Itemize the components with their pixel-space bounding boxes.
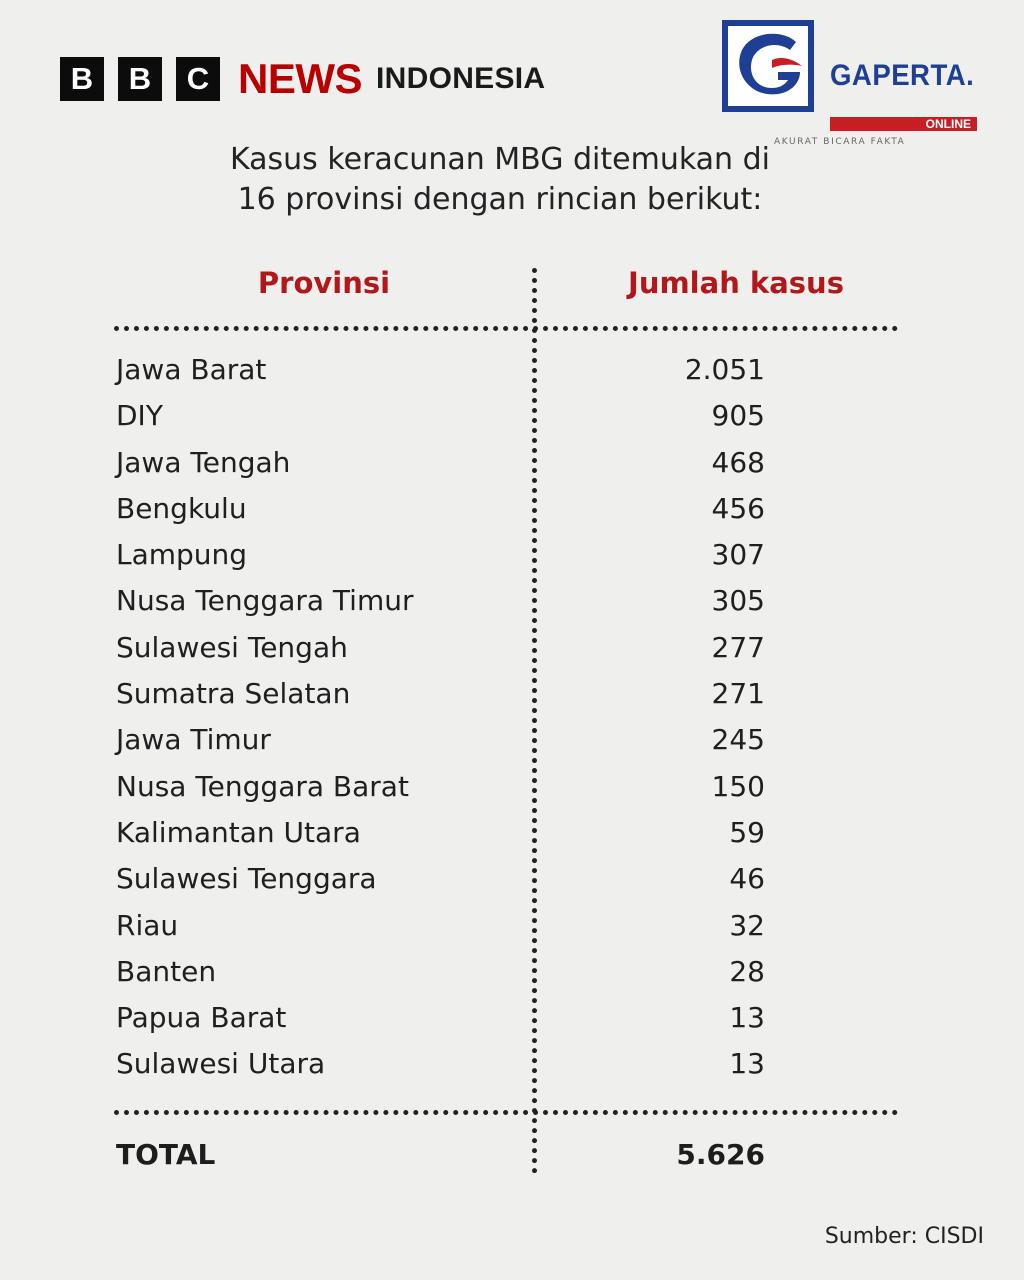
province-name: Sulawesi Utara <box>116 1047 326 1081</box>
total-label: TOTAL <box>116 1138 216 1171</box>
province-name: Papua Barat <box>116 1001 287 1035</box>
province-name: Kalimantan Utara <box>116 815 361 849</box>
province-name: Sumatra Selatan <box>116 677 351 711</box>
table-row <box>0 347 1024 393</box>
table-row <box>0 578 1024 624</box>
case-count: 277 <box>711 630 765 664</box>
province-name: Banten <box>116 954 217 988</box>
source-credit: Sumber: CISDI <box>824 1224 984 1249</box>
province-name: Sulawesi Tenggara <box>116 862 377 896</box>
total-divider <box>114 1110 898 1115</box>
province-name: Jawa Barat <box>116 353 267 386</box>
gaperta-tagline: AKURAT BICARA FAKTA <box>774 137 906 147</box>
province-name: Bengkulu <box>116 491 247 525</box>
province-name: Nusa Tenggara Timur <box>116 584 414 618</box>
bbc-block-1: B <box>60 57 104 101</box>
table-row <box>0 856 1024 902</box>
case-count: 59 <box>729 815 765 849</box>
table-body <box>0 347 1024 1088</box>
case-count: 905 <box>711 399 765 433</box>
province-name: Sulawesi Tengah <box>116 630 348 664</box>
headline <box>150 140 850 220</box>
table-row <box>0 1041 1024 1087</box>
column-header-provinsi: Provinsi <box>257 266 391 300</box>
headline-line-2: 16 provinsi dengan rincian berikut: <box>237 182 763 217</box>
province-name: Lampung <box>116 538 248 572</box>
gaperta-wordmark: GAPERTA. <box>830 59 975 92</box>
table-row <box>0 440 1024 486</box>
case-count: 307 <box>711 538 765 572</box>
table-row <box>0 903 1024 949</box>
province-name: Riau <box>116 908 179 942</box>
gaperta-logo <box>722 20 982 147</box>
province-name: Jawa Tengah <box>116 445 291 479</box>
province-name: DIY <box>116 399 163 433</box>
table-row <box>0 671 1024 717</box>
case-count: 2.051 <box>684 353 765 386</box>
gaperta-online-badge: ONLINE <box>830 117 977 131</box>
bbc-region-wordmark: INDONESIA <box>376 62 546 95</box>
province-name: Nusa Tenggara Barat <box>116 769 409 803</box>
case-count: 305 <box>711 584 765 618</box>
gaperta-g-icon <box>722 20 814 112</box>
case-count: 13 <box>729 1047 765 1081</box>
total-value: 5.626 <box>676 1138 765 1171</box>
bbc-news-wordmark: NEWS <box>238 55 362 102</box>
table-row <box>0 717 1024 763</box>
case-count: 13 <box>729 1001 765 1035</box>
case-count: 245 <box>711 723 765 757</box>
column-header-jumlah-kasus: Jumlah kasus <box>628 266 844 300</box>
table-row <box>0 995 1024 1041</box>
table-row <box>0 625 1024 671</box>
case-count: 271 <box>711 677 765 711</box>
case-count: 456 <box>711 491 765 525</box>
case-count: 468 <box>711 445 765 479</box>
bbc-block-2: B <box>118 57 162 101</box>
bbc-block-3: C <box>176 57 220 101</box>
case-count: 150 <box>711 769 765 803</box>
province-name: Jawa Timur <box>116 723 271 757</box>
table-row <box>0 393 1024 439</box>
table-row <box>0 949 1024 995</box>
header-divider <box>114 326 898 331</box>
headline-line-1: Kasus keracunan MBG ditemukan di <box>230 142 770 177</box>
case-count: 46 <box>729 862 765 896</box>
case-count: 28 <box>729 954 765 988</box>
bbc-news-indonesia-logo <box>60 57 545 101</box>
table-row <box>0 764 1024 810</box>
table-row <box>0 486 1024 532</box>
case-count: 32 <box>729 908 765 942</box>
table-row <box>0 532 1024 578</box>
table-row <box>0 810 1024 856</box>
